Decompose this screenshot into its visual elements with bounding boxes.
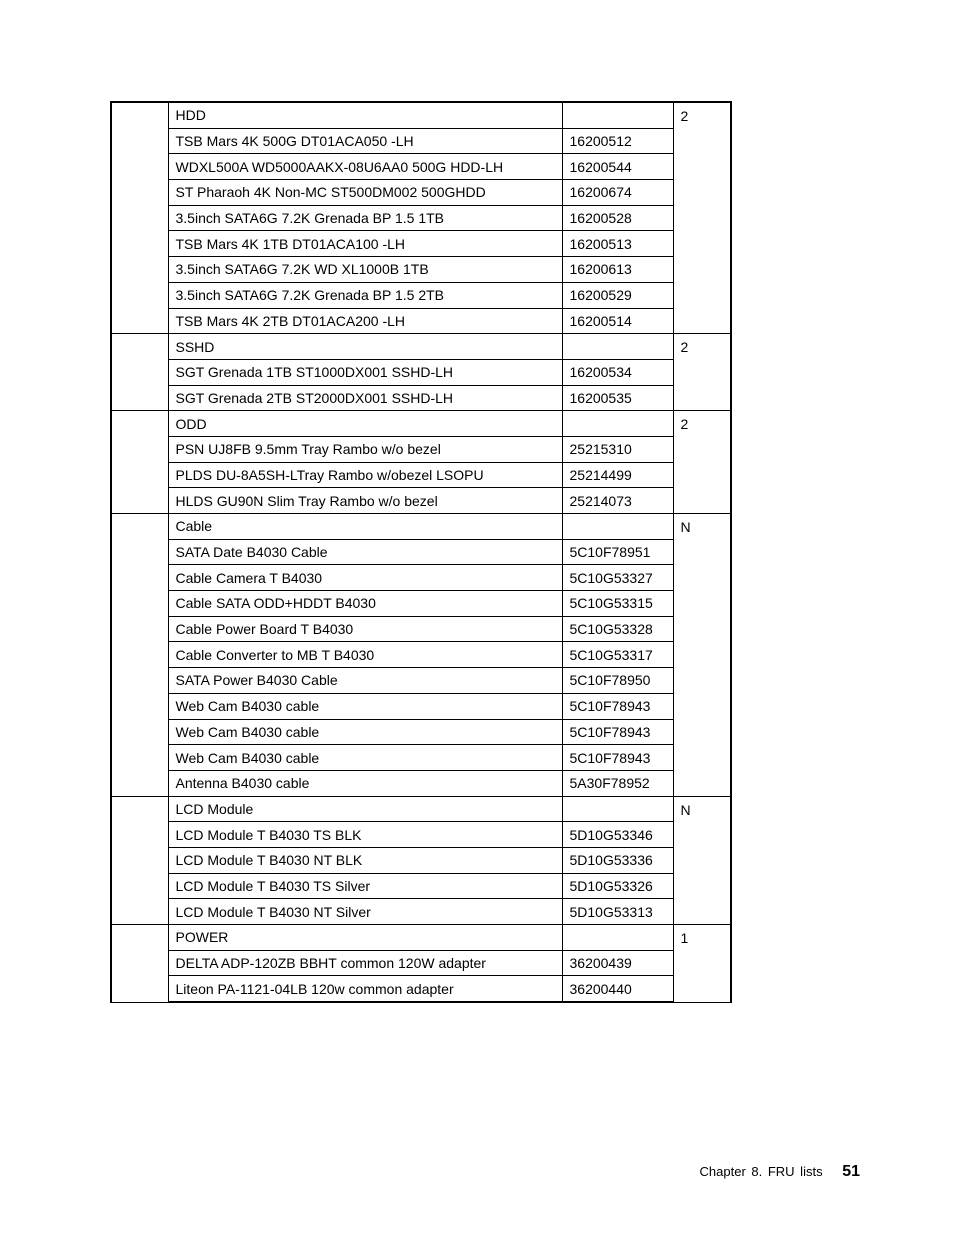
description-cell: Cable Camera T B4030 — [168, 565, 562, 591]
group-index-cell — [111, 514, 168, 797]
description-cell: SATA Power B4030 Cable — [168, 668, 562, 694]
table-row — [111, 385, 731, 411]
part-number-cell: 5C10G53328 — [562, 616, 673, 642]
quantity-cell: 2 — [673, 334, 731, 411]
group-header-row — [111, 411, 731, 437]
group-header-row — [111, 796, 731, 822]
quantity-cell: N — [673, 796, 731, 924]
table-row — [111, 539, 731, 565]
part-number-cell: 16200613 — [562, 257, 673, 283]
description-cell: Web Cam B4030 cable — [168, 745, 562, 771]
table-row — [111, 873, 731, 899]
table-row — [111, 693, 731, 719]
table-row — [111, 180, 731, 206]
description-cell: PSN UJ8FB 9.5mm Tray Rambo w/o bezel — [168, 436, 562, 462]
table-row — [111, 128, 731, 154]
description-cell: Cable Power Board T B4030 — [168, 616, 562, 642]
group-title-cell: LCD Module — [168, 796, 562, 822]
quantity-cell: 2 — [673, 411, 731, 514]
group-index-cell — [111, 796, 168, 924]
part-number-cell: 16200534 — [562, 359, 673, 385]
group-title-cell: POWER — [168, 925, 562, 951]
table-row — [111, 668, 731, 694]
description-cell: Cable Converter to MB T B4030 — [168, 642, 562, 668]
description-cell: SGT Grenada 1TB ST1000DX001 SSHD-LH — [168, 359, 562, 385]
description-cell: TSB Mars 4K 500G DT01ACA050 -LH — [168, 128, 562, 154]
part-number-cell — [562, 514, 673, 540]
table-row — [111, 282, 731, 308]
description-cell: Antenna B4030 cable — [168, 770, 562, 796]
part-number-cell: 5D10G53336 — [562, 847, 673, 873]
description-cell: DELTA ADP-120ZB BBHT common 120W adapter — [168, 950, 562, 976]
table-row — [111, 719, 731, 745]
table-row — [111, 308, 731, 334]
part-number-cell: 36200440 — [562, 976, 673, 1002]
table-row — [111, 257, 731, 283]
part-number-cell: 16200529 — [562, 282, 673, 308]
part-number-cell: 5C10F78943 — [562, 693, 673, 719]
part-number-cell — [562, 334, 673, 360]
table-row — [111, 950, 731, 976]
group-title-cell: HDD — [168, 102, 562, 128]
table-row — [111, 822, 731, 848]
description-cell: Liteon PA-1121-04LB 120w common adapter — [168, 976, 562, 1002]
chapter-title: Chapter 8. FRU lists — [699, 1164, 823, 1179]
table-row — [111, 231, 731, 257]
description-cell: LCD Module T B4030 NT Silver — [168, 899, 562, 925]
part-number-cell — [562, 796, 673, 822]
page-number: 51 — [842, 1163, 860, 1180]
part-number-cell: 5C10G53315 — [562, 591, 673, 617]
table-row — [111, 899, 731, 925]
part-number-cell: 25214073 — [562, 488, 673, 514]
description-cell: SGT Grenada 2TB ST2000DX001 SSHD-LH — [168, 385, 562, 411]
table-row — [111, 770, 731, 796]
table-row — [111, 976, 731, 1002]
description-cell: LCD Module T B4030 TS BLK — [168, 822, 562, 848]
description-cell: Web Cam B4030 cable — [168, 719, 562, 745]
part-number-cell: 5C10G53327 — [562, 565, 673, 591]
part-number-cell: 5D10G53346 — [562, 822, 673, 848]
quantity-cell: N — [673, 514, 731, 797]
group-title-cell: ODD — [168, 411, 562, 437]
part-number-cell: 5C10F78943 — [562, 719, 673, 745]
description-cell: 3.5inch SATA6G 7.2K Grenada BP 1.5 1TB — [168, 205, 562, 231]
table-row — [111, 488, 731, 514]
part-number-cell: 25214499 — [562, 462, 673, 488]
description-cell: Web Cam B4030 cable — [168, 693, 562, 719]
description-cell: SATA Date B4030 Cable — [168, 539, 562, 565]
table-row — [111, 154, 731, 180]
group-header-row — [111, 102, 731, 128]
part-number-cell: 16200535 — [562, 385, 673, 411]
description-cell: HLDS GU90N Slim Tray Rambo w/o bezel — [168, 488, 562, 514]
group-title-cell: Cable — [168, 514, 562, 540]
part-number-cell: 5C10F78951 — [562, 539, 673, 565]
part-number-cell: 16200674 — [562, 180, 673, 206]
part-number-cell: 5C10F78950 — [562, 668, 673, 694]
group-header-row — [111, 514, 731, 540]
table-row — [111, 462, 731, 488]
fru-table — [110, 101, 732, 1003]
group-index-cell — [111, 411, 168, 514]
description-cell: LCD Module T B4030 NT BLK — [168, 847, 562, 873]
table-row — [111, 745, 731, 771]
description-cell: PLDS DU-8A5SH-LTray Rambo w/obezel LSOPU — [168, 462, 562, 488]
part-number-cell: 16200512 — [562, 128, 673, 154]
table-row — [111, 436, 731, 462]
part-number-cell: 25215310 — [562, 436, 673, 462]
table-row — [111, 205, 731, 231]
part-number-cell: 16200528 — [562, 205, 673, 231]
group-index-cell — [111, 925, 168, 1003]
table-row — [111, 565, 731, 591]
part-number-cell: 5D10G53313 — [562, 899, 673, 925]
group-header-row — [111, 334, 731, 360]
description-cell: 3.5inch SATA6G 7.2K Grenada BP 1.5 2TB — [168, 282, 562, 308]
group-index-cell — [111, 102, 168, 334]
part-number-cell: 5D10G53326 — [562, 873, 673, 899]
part-number-cell — [562, 411, 673, 437]
part-number-cell: 5C10F78943 — [562, 745, 673, 771]
table-row — [111, 591, 731, 617]
description-cell: LCD Module T B4030 TS Silver — [168, 873, 562, 899]
part-number-cell — [562, 925, 673, 951]
part-number-cell: 16200544 — [562, 154, 673, 180]
table-row — [111, 359, 731, 385]
group-title-cell: SSHD — [168, 334, 562, 360]
table-row — [111, 642, 731, 668]
quantity-cell: 1 — [673, 925, 731, 1003]
page-footer — [700, 1163, 860, 1181]
part-number-cell: 16200514 — [562, 308, 673, 334]
table-row — [111, 616, 731, 642]
group-index-cell — [111, 334, 168, 411]
description-cell: 3.5inch SATA6G 7.2K WD XL1000B 1TB — [168, 257, 562, 283]
description-cell: TSB Mars 4K 2TB DT01ACA200 -LH — [168, 308, 562, 334]
quantity-cell: 2 — [673, 102, 731, 334]
description-cell: TSB Mars 4K 1TB DT01ACA100 -LH — [168, 231, 562, 257]
part-number-cell: 16200513 — [562, 231, 673, 257]
part-number-cell: 36200439 — [562, 950, 673, 976]
part-number-cell: 5C10G53317 — [562, 642, 673, 668]
description-cell: ST Pharaoh 4K Non-MC ST500DM002 500GHDD — [168, 180, 562, 206]
table-row — [111, 847, 731, 873]
part-number-cell: 5A30F78952 — [562, 770, 673, 796]
group-header-row — [111, 925, 731, 951]
description-cell: WDXL500A WD5000AAKX-08U6AA0 500G HDD-LH — [168, 154, 562, 180]
description-cell: Cable SATA ODD+HDDT B4030 — [168, 591, 562, 617]
part-number-cell — [562, 102, 673, 128]
